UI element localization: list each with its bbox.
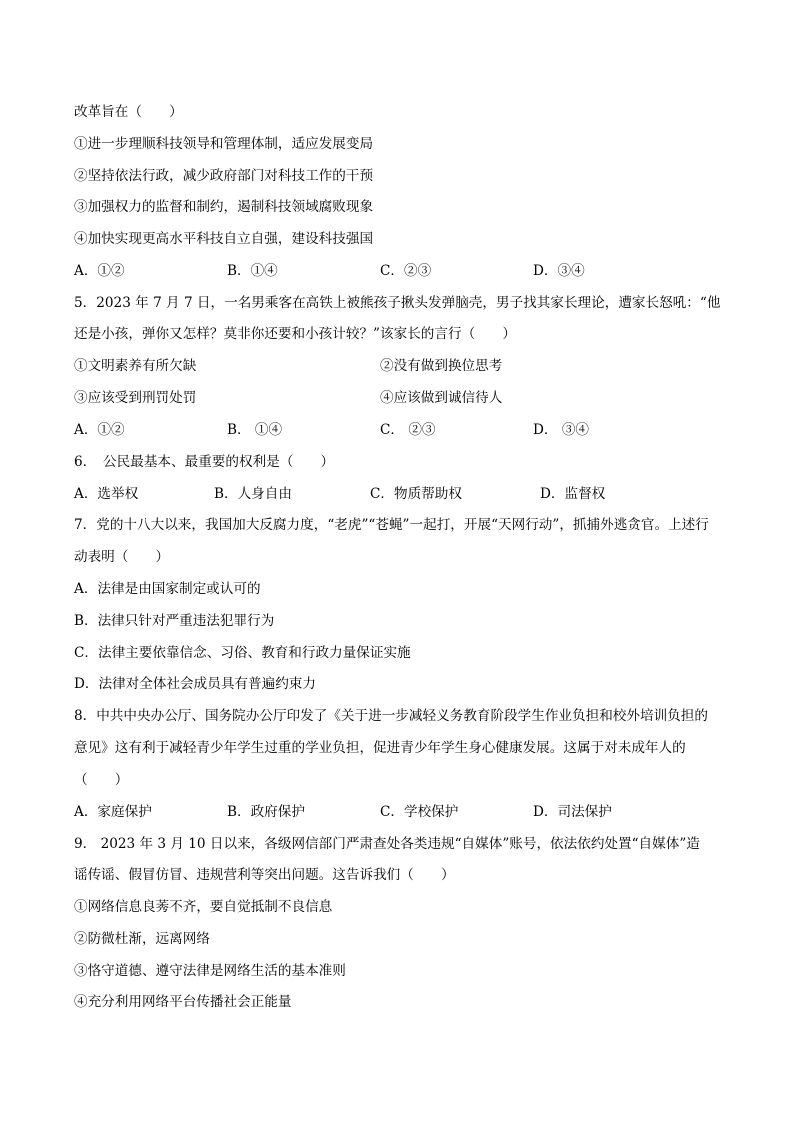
q5-statement-2: ②没有做到换位思考 [380,358,503,374]
q5-statement-1: ①文明素养有所欠缺 [74,358,197,374]
q8-option-d: D．司法保护 [533,804,612,820]
q4-statement-1: ①进一步理顺科技领导和管理体制，适应发展变局 [74,136,374,152]
q9-statement-2: ②防微杜渐，远离网络 [74,931,210,947]
q5-option-c: C． ②③ [380,422,436,438]
q4-stem-end: 改革旨在（ ） [74,104,183,120]
q4-option-a: A．①② [74,263,125,279]
q8-option-c: C．学校保护 [380,804,459,820]
q9-statement-3: ③恪守道德、遵守法律是网络生活的基本准则 [74,963,346,979]
q6-stem: 6． 公民最基本、最重要的权利是（ ） [74,454,335,470]
q5-stem-line-2: 还是小孩，弹你又怎样？莫非你还要和小孩计较？”该家长的言行（ ） [74,326,516,342]
q4-statement-4: ④加快实现更高水平科技自立自强，建设科技强国 [74,231,374,247]
q5-option-d: D． ③④ [533,422,590,438]
q5-statement-4: ④应该做到诚信待人 [380,390,503,406]
q6-option-c: C．物质帮助权 [370,486,462,502]
q9-statement-4: ④充分利用网络平台传播社会正能量 [74,994,292,1010]
q4-option-d: D．③④ [533,263,585,279]
q4-option-b: B．①④ [227,263,278,279]
q7-stem-line-2: 动表明（ ） [74,549,170,565]
q7-stem-line-1: 7．党的十八大以来，我国加大反腐力度，“老虎”“苍蝇”一起打，开展“天网行动”，抓捕外逃贪官。上述行 [74,517,709,533]
q5-stem-line-1: 5．2023 年 7 月 7 日，一名男乘客在高铁上被熊孩子揪头发弹脑壳，男子找其家长理论，遭家长怒吼：“他 [74,295,721,311]
q9-stem-line-1: 9． 2023 年 3 月 10 日以来，各级网信部门严肃查处各类违规“自媒体”账号，依法依约处置“自媒体”造 [74,836,700,852]
q5-option-b: B． ①④ [227,422,283,438]
q8-option-b: B．政府保护 [227,804,305,820]
q9-stem-line-2: 谣传谣、假冒仿冒、违规营利等突出问题。这告诉我们（ ） [74,867,455,883]
q8-stem-line-1: 8．中共中央办公厅、国务院办公厅印发了《关于进一步减轻义务教育阶段学生作业负担和校外培训负担的 [74,708,708,724]
q6-option-a: A．选举权 [74,486,139,502]
q7-option-a: A．法律是由国家制定或认可的 [74,581,261,597]
q5-statement-3: ③应该受到刑罚处罚 [74,390,197,406]
q7-option-d: D．法律对全体社会成员具有普遍约束力 [74,676,316,692]
q9-statement-1: ①网络信息良莠不齐，要自觉抵制不良信息 [74,899,333,915]
q6-option-b: B．人身自由 [214,486,292,502]
q6-option-d: D．监督权 [540,486,606,502]
q4-statement-3: ③加强权力的监督和制约，遏制科技领域腐败现象 [74,199,374,215]
q8-stem-line-2: 意见》这有利于减轻青少年学生过重的学业负担，促进青少年学生身心健康发展。这属于对未成年人的 [74,740,686,756]
q7-option-c: C．法律主要依靠信念、习俗、教育和行政力量保证实施 [74,645,411,661]
q8-option-a: A．家庭保护 [74,804,152,820]
q5-option-a: A．①② [74,422,125,438]
q8-stem-line-3: （ ） [74,772,129,788]
q4-statement-2: ②坚持依法行政，减少政府部门对科技工作的干预 [74,168,374,184]
q4-option-c: C．②③ [380,263,432,279]
q7-option-b: B．法律只针对严重违法犯罪行为 [74,613,275,629]
